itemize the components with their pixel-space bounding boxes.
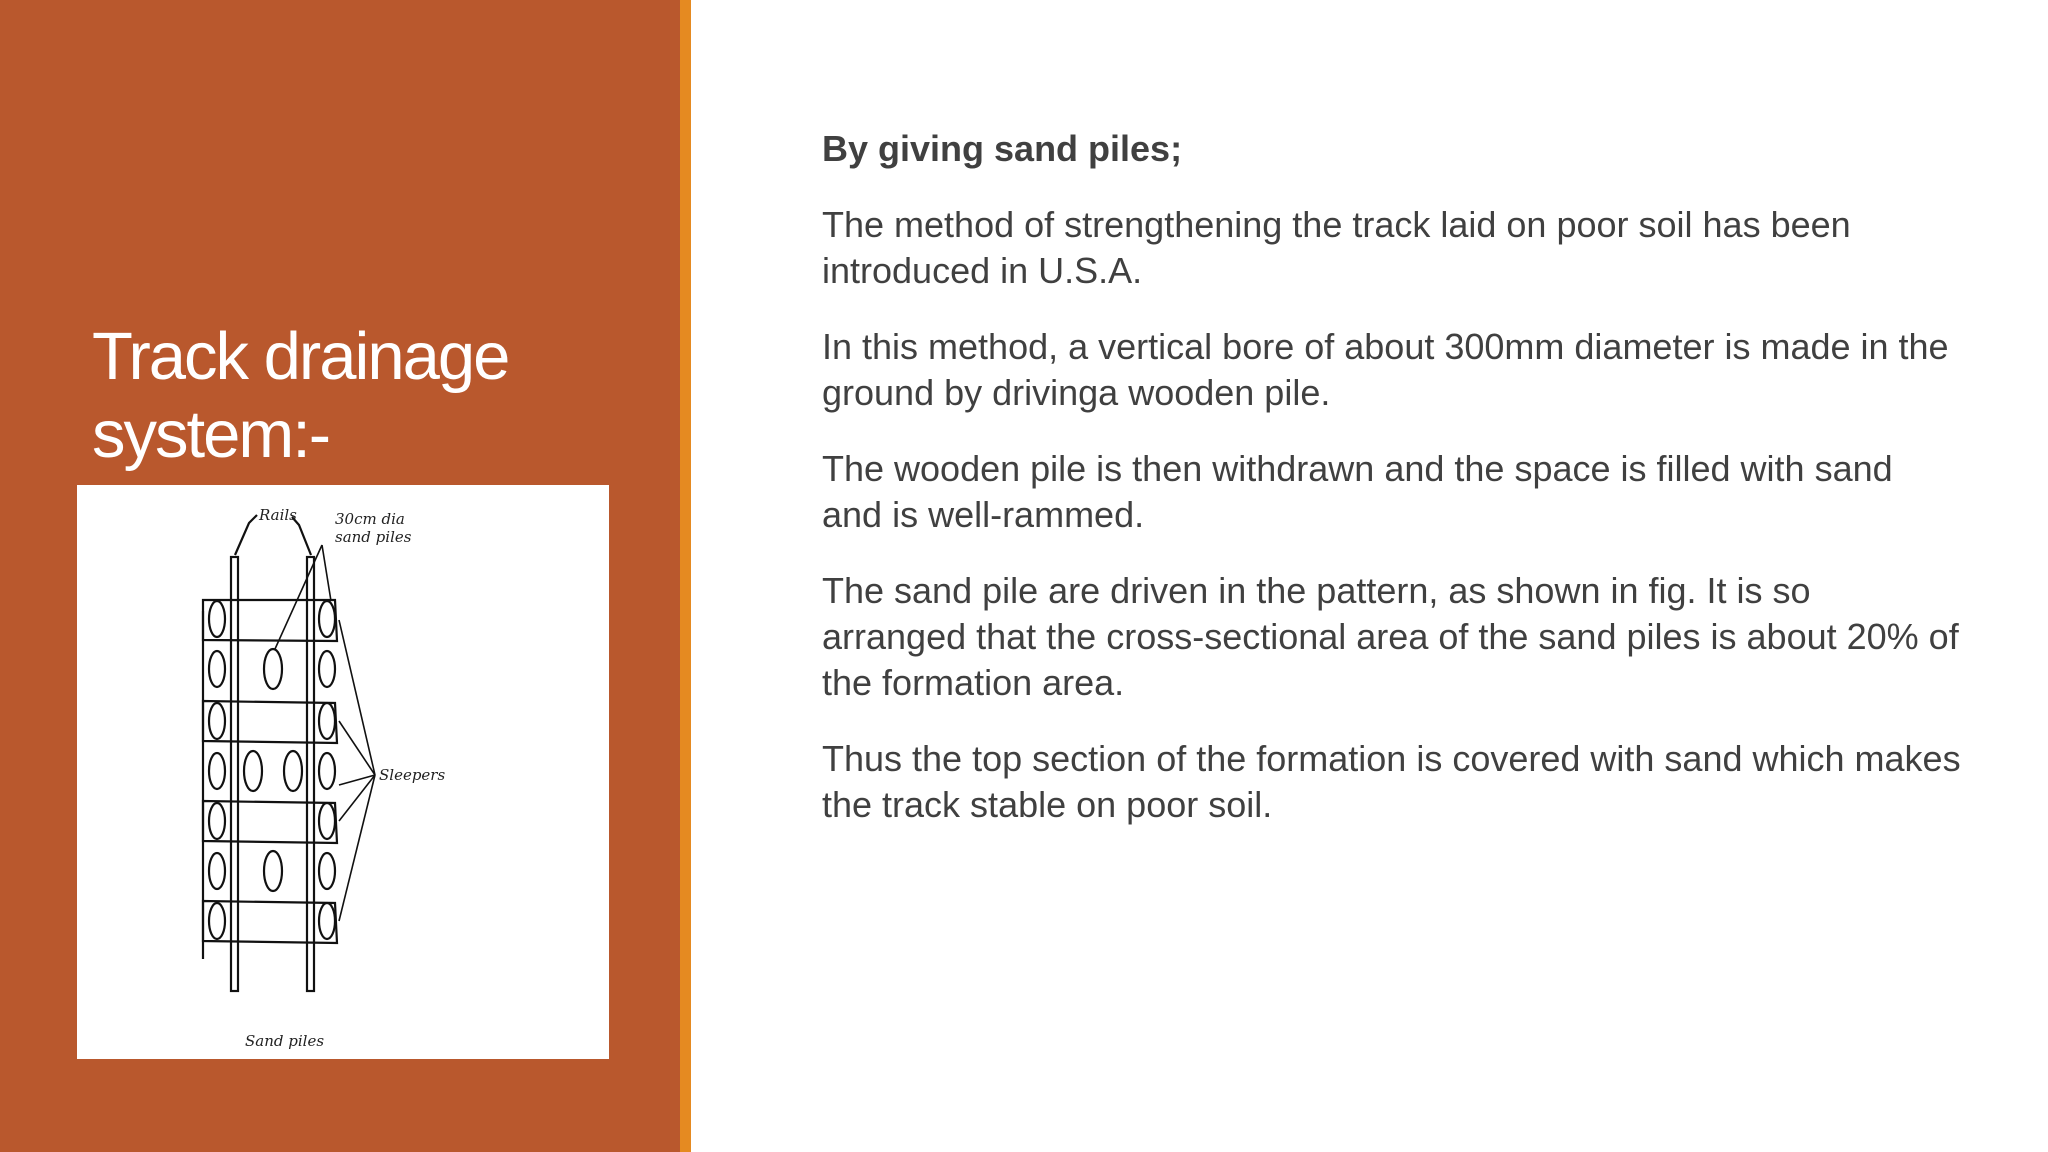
content-paragraph: Thus the top section of the formation is covered with sand which makes the track stable on poor soil. xyxy=(822,738,1961,825)
sand-pile xyxy=(244,751,262,791)
sand-pile xyxy=(209,753,225,789)
content-paragraph: The wooden pile is then withdrawn and the space is filled with sand and is well-rammed. xyxy=(822,448,1893,535)
slide-title xyxy=(92,318,652,474)
sand-pile xyxy=(319,853,335,889)
pile-leader xyxy=(322,545,331,601)
label-30cm-dia: 30cm dia xyxy=(335,510,405,528)
left-rail xyxy=(231,557,238,991)
sand-pile xyxy=(264,851,282,891)
slide-title-line-2: system:- xyxy=(92,397,330,472)
sand-pile xyxy=(319,753,335,789)
track-diagram xyxy=(77,485,609,1059)
sand-pile xyxy=(319,651,335,687)
content-body xyxy=(822,126,1962,858)
content-heading: By giving sand piles; xyxy=(822,128,1183,169)
slide-title-line-1: Track drainage xyxy=(92,319,509,394)
sand-pile xyxy=(319,803,335,839)
sand-pile xyxy=(209,703,225,739)
sand-pile xyxy=(284,751,302,791)
label-sand-piles-top: sand piles xyxy=(335,528,412,546)
sleeper-leader xyxy=(339,721,375,775)
sand-pile xyxy=(209,651,225,687)
label-rails: Rails xyxy=(259,506,297,524)
right-rail xyxy=(307,557,314,991)
content-paragraph: In this method, a vertical bore of about 300mm diameter is made in the ground by drivinga wooden pile. xyxy=(822,326,1949,413)
sleeper-leader xyxy=(339,775,375,785)
content-paragraph: The method of strengthening the track laid on poor soil has been introduced in U.S.A. xyxy=(822,204,1851,291)
sand-pile-ovals xyxy=(209,601,335,939)
rails-leader-left xyxy=(235,515,257,555)
sand-pile xyxy=(209,903,225,939)
label-sand-piles-bottom: Sand piles xyxy=(245,1032,325,1050)
sand-pile xyxy=(209,601,225,637)
sand-pile xyxy=(319,601,335,637)
sand-pile xyxy=(319,703,335,739)
sand-pile xyxy=(264,649,282,689)
accent-bar xyxy=(680,0,691,1152)
sand-piles-figure xyxy=(77,485,609,1059)
sand-pile xyxy=(209,803,225,839)
sleeper-leader xyxy=(339,620,375,775)
sand-pile xyxy=(319,903,335,939)
label-sleepers: Sleepers xyxy=(379,766,446,784)
sand-pile xyxy=(209,853,225,889)
content-paragraph: The sand pile are driven in the pattern, as shown in fig. It is so arranged that the cross-sectional area of the sand piles is about 20% of the formation area. xyxy=(822,570,1959,703)
